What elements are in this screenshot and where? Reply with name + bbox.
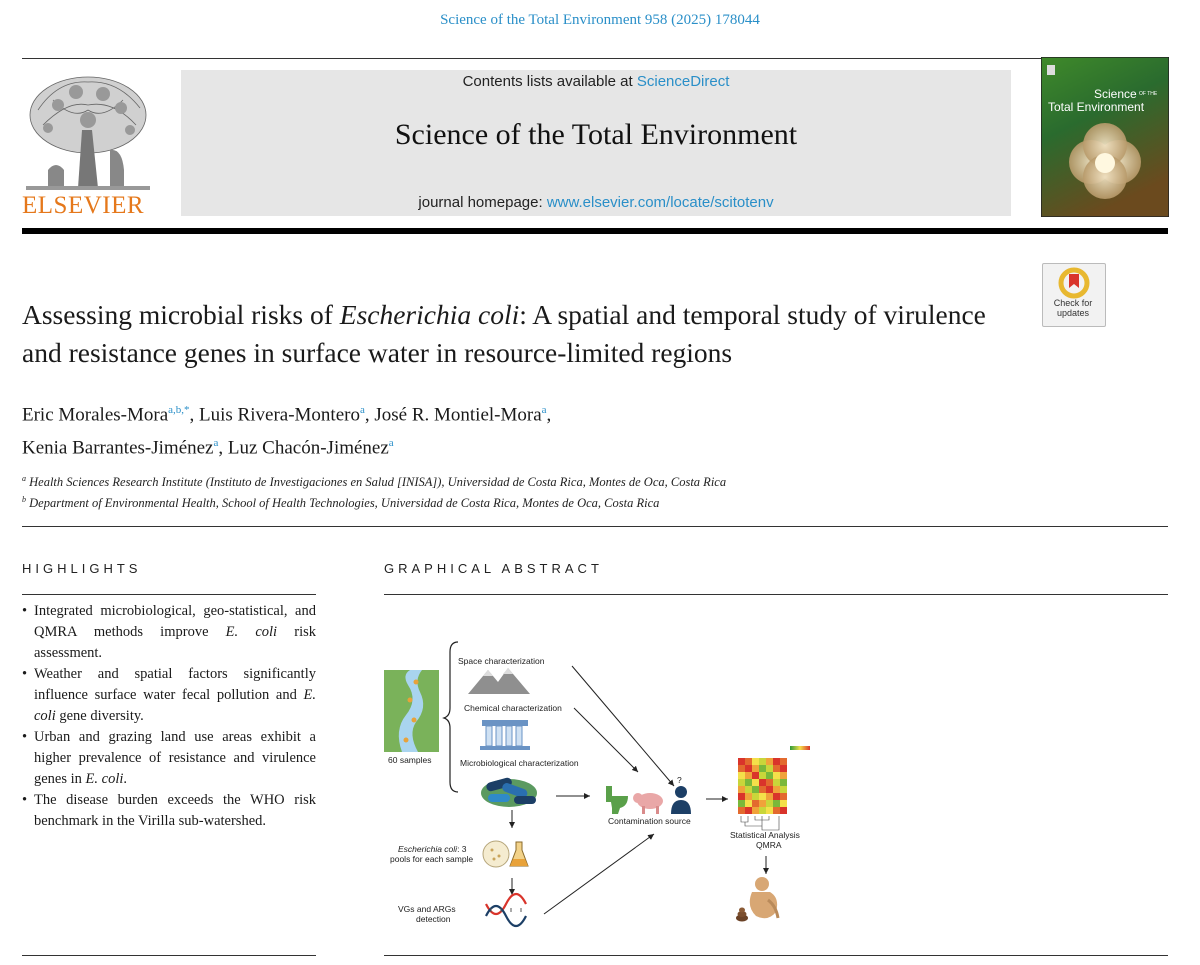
- sick-person-icon: [750, 877, 778, 918]
- author-separator: ,: [218, 437, 228, 459]
- author-separator: ,: [546, 404, 552, 426]
- affiliation-label: b: [22, 495, 26, 505]
- heatmap-cell: [766, 779, 773, 786]
- heatmap-cell: [752, 765, 759, 772]
- heatmap-cell: [780, 779, 787, 786]
- journal-citation[interactable]: Science of the Total Environment 958 (2025) 178044: [440, 12, 760, 28]
- divider: [384, 594, 1168, 595]
- author-affiliation-marker[interactable]: a: [213, 437, 219, 450]
- heatmap-cell: [766, 765, 773, 772]
- highlight-item: [22, 664, 316, 727]
- flask-icon: [510, 842, 528, 866]
- test-tubes-icon: [480, 720, 530, 750]
- heatmap-cell: [773, 772, 780, 779]
- divider: [22, 526, 1168, 527]
- heatmap-cell: [759, 800, 766, 807]
- ga-micro-label: Microbiological characterization: [460, 758, 579, 768]
- ga-qmra-label: QMRA: [756, 840, 782, 850]
- affiliation-item: [22, 491, 1122, 512]
- ga-chemical-label: Chemical characterization: [464, 703, 562, 713]
- affiliation-text: Health Sciences Research Institute (Instituto de Investigaciones en Salud [INISA]), Universidad de Costa Rica, Montes de Oca, Costa Rica: [29, 475, 727, 490]
- heatmap-cell: [738, 786, 745, 793]
- ga-detection-label: detection: [416, 914, 451, 924]
- ga-samples-label: 60 samples: [388, 755, 432, 765]
- ga-stat-label: Statistical Analysis: [730, 830, 800, 840]
- author-list: [22, 396, 1002, 463]
- highlight-species: E. coli: [34, 687, 316, 724]
- heatmap-cell: [773, 793, 780, 800]
- heatmap-cell: [773, 765, 780, 772]
- highlight-text: The disease burden exceeds the WHO risk benchmark in the Virilla sub-watershed.: [34, 792, 316, 829]
- heatmap-cell: [780, 800, 787, 807]
- heatmap-cell: [766, 793, 773, 800]
- author-name[interactable]: Kenia Barrantes-Jiménez: [22, 437, 214, 459]
- highlight-text: Integrated microbiological, geo-statistical, and QMRA methods improve: [34, 603, 316, 640]
- author-name[interactable]: Eric Morales-Mora: [22, 404, 169, 426]
- heatmap-cell: [780, 765, 787, 772]
- highlight-text: risk assessment.: [34, 624, 316, 661]
- crossmark-icon: [1043, 264, 1105, 300]
- affiliation-text: Department of Environmental Health, School of Health Technologies, Universidad de Costa Rica, Montes de Oca, Costa Rica: [29, 496, 660, 511]
- highlight-text: gene diversity.: [55, 708, 144, 724]
- heatmap-cell: [773, 807, 780, 814]
- bacteria-icon: [481, 777, 537, 807]
- heatmap-cell: [738, 793, 745, 800]
- highlight-species: E. coli: [225, 624, 278, 640]
- heatmap-cell: [773, 800, 780, 807]
- journal-title: Science of the Total Environment: [394, 118, 798, 151]
- heatmap-cell: [759, 779, 766, 786]
- affiliation-item: [22, 470, 1122, 491]
- poop-icon: [736, 908, 748, 922]
- person-icon: [671, 786, 691, 814]
- ga-source-label: Contamination source: [608, 816, 691, 826]
- heatmap-cell: [759, 758, 766, 765]
- dna-icon: [486, 894, 526, 926]
- cover-title-total-environment: Total Environment: [1048, 100, 1145, 114]
- author-affiliation-marker[interactable]: a: [359, 404, 365, 416]
- author-name[interactable]: Luis Rivera-Montero: [199, 404, 360, 426]
- highlight-item: [22, 790, 316, 832]
- highlight-text: Urban and grazing land use areas exhibit a higher prevalence of resistance and virulence genes in: [34, 729, 316, 787]
- heatmap-cell: [738, 800, 745, 807]
- homepage-prefix: journal homepage:: [418, 194, 547, 211]
- heatmap-cell: [759, 765, 766, 772]
- heatmap-cell: [745, 765, 752, 772]
- heatmap-cell: [745, 786, 752, 793]
- affiliations: [22, 470, 1122, 512]
- heatmap-cell: [738, 758, 745, 765]
- author-separator: ,: [364, 404, 375, 426]
- homepage-line: [181, 194, 1011, 211]
- highlight-text: .: [123, 771, 128, 787]
- heatmap-cell: [745, 779, 752, 786]
- author-name[interactable]: José R. Montiel-Mora: [374, 404, 542, 426]
- cover-title-ofthe: OF THE: [1139, 91, 1158, 97]
- affiliation-label: a: [22, 474, 26, 483]
- heatmap-cell: [752, 758, 759, 765]
- petri-dish-icon: [483, 841, 509, 867]
- heatmap-cell: [780, 807, 787, 814]
- sciencedirect-link[interactable]: ScienceDirect: [636, 73, 730, 90]
- header-divider: [22, 228, 1168, 234]
- heatmap-cell: [752, 793, 759, 800]
- author-affiliation-marker[interactable]: a,b,*: [168, 404, 190, 416]
- ga-arrow: [574, 708, 638, 772]
- divider: [22, 58, 1168, 59]
- heatmap-cell: [780, 772, 787, 779]
- heatmap-cell: [745, 758, 752, 765]
- heatmap-cell: [745, 807, 752, 814]
- heatmap-cell: [759, 772, 766, 779]
- heatmap-cell: [759, 807, 766, 814]
- heatmap-cell: [759, 793, 766, 800]
- heatmap-cell: [773, 786, 780, 793]
- highlight-species: E. coli: [85, 771, 124, 787]
- heatmap-cell: [780, 758, 787, 765]
- journal-cover-image[interactable]: [1041, 57, 1169, 217]
- heatmap-cell: [759, 786, 766, 793]
- heatmap-cell: [738, 807, 745, 814]
- cover-title-science: Science: [1094, 87, 1137, 101]
- heatmap-cell: [766, 758, 773, 765]
- heatmap-cell: [752, 800, 759, 807]
- author-name[interactable]: Luz Chacón-Jiménez: [227, 437, 389, 459]
- heatmap-cell: [738, 765, 745, 772]
- ga-arrow: [572, 666, 674, 786]
- heatmap-cell: [780, 786, 787, 793]
- heatmap-legend: [790, 746, 810, 750]
- highlight-text: Weather and spatial factors significantly influence surface water fecal pollution and: [34, 666, 316, 703]
- ga-arrow: [544, 834, 654, 914]
- author-affiliation-marker[interactable]: a: [388, 437, 394, 450]
- publisher-name: ELSEVIER: [22, 192, 145, 219]
- contents-line: [181, 73, 1011, 90]
- heatmap-dendrogram: [741, 816, 779, 830]
- highlights-heading: HIGHLIGHTS: [22, 561, 142, 576]
- heatmap-cell: [745, 800, 752, 807]
- graphical-abstract-heading: GRAPHICAL ABSTRACT: [384, 561, 603, 576]
- heatmap-cell: [766, 807, 773, 814]
- heatmap-cell: [773, 758, 780, 765]
- article-title: [22, 296, 1022, 372]
- heatmap-cell: [745, 793, 752, 800]
- ga-ecoli-label: Escherichia coli: 3: [398, 844, 467, 854]
- heatmap-cell: [766, 786, 773, 793]
- ga-question-mark: ?: [677, 775, 682, 785]
- heatmap-cell: [752, 772, 759, 779]
- ga-space-label: Space characterization: [458, 656, 545, 666]
- heatmap-cell: [738, 772, 745, 779]
- divider: [384, 955, 1168, 956]
- ga-vgs-label: VGs and ARGs: [398, 904, 456, 914]
- homepage-link[interactable]: www.elsevier.com/locate/scitotenv: [546, 194, 774, 211]
- contents-prefix: Contents lists available at: [462, 73, 637, 90]
- heatmap-cell: [766, 772, 773, 779]
- heatmap-cell: [780, 793, 787, 800]
- author-separator: ,: [189, 404, 200, 426]
- divider: [22, 594, 316, 595]
- heatmap-cell: [738, 779, 745, 786]
- highlight-item: [22, 601, 316, 664]
- title-part2: : A spatial and temporal study of virulence and resistance genes in surface water in resource-limited regions: [22, 299, 986, 368]
- river-map-icon: [384, 670, 439, 752]
- mountain-icon: [468, 668, 530, 694]
- ga-bracket: [444, 642, 458, 792]
- highlights-list: [22, 601, 316, 832]
- graphical-abstract-figure[interactable]: [384, 600, 1168, 950]
- ga-pools-label: pools for each sample: [390, 854, 474, 864]
- heatmap-cell: [752, 779, 759, 786]
- divider: [22, 955, 316, 956]
- heatmap-cell: [745, 772, 752, 779]
- check-for-updates-label: Check for updates: [1053, 298, 1093, 318]
- title-species: Escherichia coli: [339, 299, 520, 330]
- heatmap-cell: [773, 779, 780, 786]
- author-affiliation-marker[interactable]: a: [541, 404, 547, 416]
- heatmap-cell: [752, 807, 759, 814]
- heatmap-cell: [766, 800, 773, 807]
- title-part1: Assessing microbial risks of: [22, 299, 340, 330]
- heatmap-cell: [752, 786, 759, 793]
- toilet-icon: [606, 786, 628, 814]
- highlight-item: [22, 727, 316, 790]
- pig-icon: [633, 793, 663, 814]
- heatmap-chart: [738, 758, 787, 830]
